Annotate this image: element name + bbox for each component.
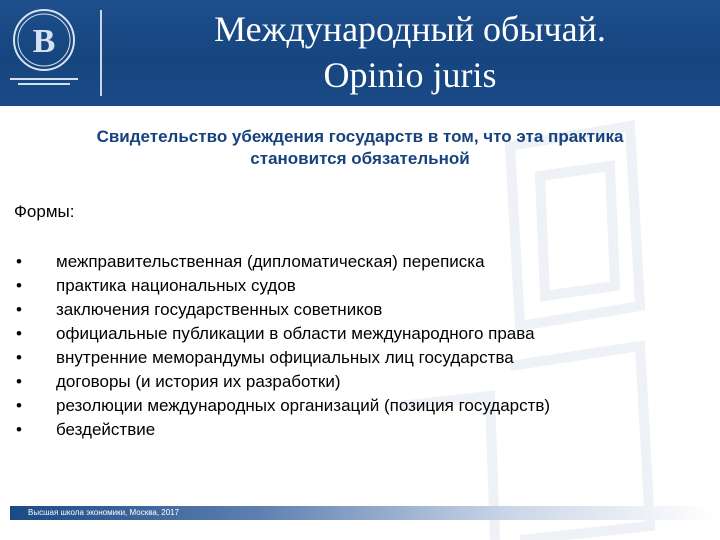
header-divider — [100, 10, 102, 96]
slide-header — [0, 0, 720, 106]
list-item-text: внутренние меморандумы официальных лиц государства — [56, 348, 514, 367]
hse-logo-icon — [0, 0, 92, 106]
list-item-text: бездействие — [56, 420, 156, 439]
list-item-text: официальные публикации в области международного права — [56, 324, 535, 343]
forms-label: Формы: — [14, 202, 75, 221]
list-item-text: заключения государственных советников — [56, 300, 383, 319]
bullet-icon: • — [16, 324, 22, 343]
title-line-1: Международный обычай. — [214, 9, 606, 49]
bullet-icon: • — [16, 252, 22, 271]
bullet-icon: • — [16, 348, 22, 367]
list-item — [14, 346, 550, 370]
bullet-icon: • — [16, 300, 22, 319]
bullet-icon: • — [16, 396, 22, 415]
bullet-icon: • — [16, 420, 22, 439]
bullet-icon: • — [16, 372, 22, 391]
list-item — [14, 322, 550, 346]
list-item-text: практика национальных судов — [56, 276, 296, 295]
statement-line-2: становится обязательной — [250, 149, 470, 168]
slide-title — [110, 6, 710, 102]
list-item-text: межправительственная (дипломатическая) переписка — [56, 252, 485, 271]
list-item-text: резолюции международных организаций (позиция государств) — [56, 396, 551, 415]
bullet-icon: • — [16, 276, 22, 295]
footer-text: Высшая школа экономики, Москва, 2017 — [28, 508, 180, 517]
list-item-text: договоры (и история их разработки) — [56, 372, 341, 391]
svg-text:В: В — [32, 23, 56, 60]
footer-bar — [10, 506, 714, 520]
list-item — [14, 298, 550, 322]
title-line-2: Opinio juris — [323, 55, 497, 95]
list-item — [14, 394, 550, 418]
statement — [40, 126, 680, 170]
forms-list — [14, 250, 550, 442]
list-item — [14, 370, 550, 394]
logo — [0, 0, 92, 106]
list-item — [14, 250, 550, 274]
list-item — [14, 274, 550, 298]
list-item — [14, 418, 550, 442]
statement-line-1: Свидетельство убеждения государств в том, что эта практика — [96, 127, 624, 146]
